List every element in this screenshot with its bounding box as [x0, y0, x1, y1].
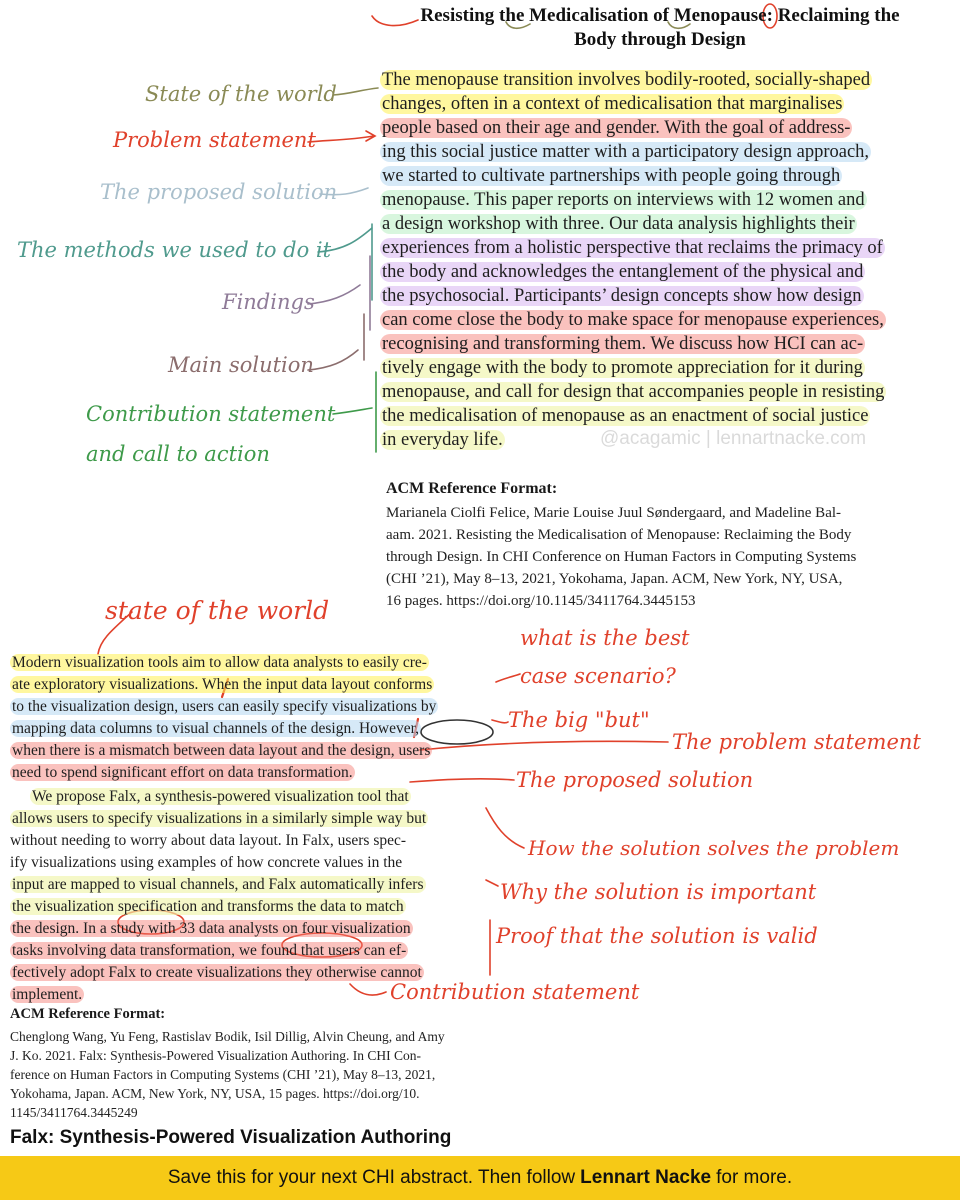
abstract-line: The menopause transition involves bodily-rooted, socially-shaped [382, 70, 871, 90]
abstract-line: allows users to specify visualizations in a similarly simple way but [12, 810, 427, 827]
paper1-ref-line: Marianela Ciolfi Felice, Marie Louise Juul Søndergaard, and Madeline Bal- [386, 505, 842, 521]
abstract-line: in everyday life. [382, 430, 503, 450]
annotation-how-solution: How the solution solves the problem [528, 836, 900, 860]
abstract-line: without needing to worry about data layout. In Falx, users spec- [10, 832, 407, 849]
annotation-contribution-2: Contribution statement [390, 980, 640, 1004]
abstract-line: tasks involving data transformation, we found that users can ef- [12, 942, 407, 959]
annotation-state-of-world: State of the world [145, 82, 337, 106]
annotation-best-case-1: what is the best [520, 626, 690, 650]
paper2-ref-heading: ACM Reference Format: [10, 1006, 166, 1022]
annotation-findings: Findings [222, 290, 315, 314]
abstract-line: we started to cultivate partnerships with people going through [382, 166, 841, 186]
footer-text: Save this for your next CHI abstract. Then follow [167, 1167, 576, 1188]
annotation-why-important: Why the solution is important [500, 880, 817, 904]
abstract-line: experiences from a holistic perspective that reclaims the primacy of [382, 238, 883, 258]
abstract-line: menopause. This paper reports on interviews with 12 women and [382, 190, 865, 210]
abstract-line: fectively adopt Falx to create visualizations they otherwise cannot [12, 964, 422, 981]
abstract-line: Modern visualization tools aim to allow data analysts to easily cre- [12, 654, 427, 671]
annotation-proposed-solution-2: The proposed solution [516, 768, 754, 792]
abstract-line: need to spend significant effort on data transformation. [12, 764, 353, 781]
annotation-proposed-solution: The proposed solution [100, 180, 338, 204]
paper2-ref-line: 1145/3411764.3445249 [10, 1105, 138, 1120]
abstract-line: can come close the body to make space for menopause experiences, [382, 310, 884, 330]
annotation-proof: Proof that the solution is valid [496, 924, 818, 948]
annotation-big-but: The big "but" [508, 708, 650, 732]
paper1-title-line1: Resisting the Medicalisation of Menopause: Reclaiming the [420, 5, 900, 26]
footer-author-link[interactable]: Lennart Nacke [580, 1167, 712, 1188]
paper1-ref-line: (CHI ’21), May 8–13, 2021, Yokohama, Japan. ACM, New York, NY, USA, [386, 571, 843, 587]
abstract-line: input are mapped to visual channels, and Falx automatically infers [12, 876, 424, 893]
paper1-title [370, 4, 950, 52]
abstract-line: changes, often in a context of medicalisation that marginalises [382, 94, 843, 114]
footer-suffix: for more. [716, 1167, 793, 1188]
abstract-line: a design workshop with three. Our data analysis highlights their [382, 214, 855, 234]
paper1-ref-line: 16 pages. https://doi.org/10.1145/3411764.3445153 [386, 593, 696, 609]
paper2-ref-line: ference on Human Factors in Computing Systems (CHI ’21), May 8–13, 2021, [10, 1067, 436, 1082]
abstract-line: ify visualizations using examples of how concrete values in the [10, 854, 403, 871]
watermark: @acagamic | lennartnacke.com [600, 428, 867, 449]
abstract-line: the body and acknowledges the entanglement of the physical and [382, 262, 864, 282]
paper2-ref-line: Chenglong Wang, Yu Feng, Rastislav Bodik, Isil Dillig, Alvin Cheung, and Amy [10, 1029, 445, 1044]
paper1-ref-line: through Design. In CHI Conference on Human Factors in Computing Systems [386, 549, 857, 565]
annotation-call-to-action: and call to action [86, 442, 270, 466]
annotation-problem-statement: Problem statement [113, 128, 316, 152]
abstract-line: menopause, and call for design that accompanies people in resisting [382, 382, 885, 402]
abstract-line: mapping data columns to visual channels of the design. However, [12, 720, 420, 737]
paper2-title: Falx: Synthesis-Powered Visualization Authoring [10, 1127, 452, 1148]
annotation-state-of-world-2: state of the world [105, 596, 330, 625]
footer-banner [0, 1156, 960, 1200]
abstract-line: ing this social justice matter with a participatory design approach, [382, 142, 870, 162]
paper1-title-line2: Body through Design [574, 29, 746, 50]
abstract-line: to the visualization design, users can easily specify visualizations by [12, 698, 437, 715]
abstract-line: the visualization specification and transforms the data to match [12, 898, 404, 915]
abstract-line: the medicalisation of menopause as an enactment of social justice [382, 406, 869, 426]
annotation-methods: The methods we used to do it [17, 238, 332, 262]
paper2-ref-line: J. Ko. 2021. Falx: Synthesis-Powered Visualization Authoring. In CHI Con- [10, 1048, 422, 1063]
paper2-ref-line: Yokohama, Japan. ACM, New York, NY, USA, 15 pages. https://doi.org/10. [10, 1086, 420, 1101]
abstract-line: We propose Falx, a synthesis-powered visualization tool that [32, 788, 409, 805]
abstract-line: the psychosocial. Participants’ design concepts show how design [382, 286, 862, 306]
abstract-line: tively engage with the body to promote appreciation for it during [382, 358, 863, 378]
annotation-contribution: Contribution statement [86, 402, 336, 426]
abstract-line: implement. [12, 986, 83, 1003]
annotation-problem-statement-2: The problem statement [672, 730, 921, 754]
abstract-line: the design. In a study with 33 data analysts on four visualization [12, 920, 411, 937]
paper1-ref-heading: ACM Reference Format: [386, 480, 558, 497]
annotation-best-case-2: case scenario? [520, 664, 676, 688]
abstract-line: recognising and transforming them. We discuss how HCI can ac- [382, 334, 864, 354]
paper1-ref-line: aam. 2021. Resisting the Medicalisation of Menopause: Reclaiming the Body [386, 527, 852, 543]
abstract-line: when there is a mismatch between data layout and the design, users [12, 742, 431, 759]
abstract-line: people based on their age and gender. With the goal of address- [382, 118, 851, 138]
abstract-line: ate exploratory visualizations. When the input data layout conforms [12, 676, 433, 693]
annotation-main-solution: Main solution [168, 353, 314, 377]
